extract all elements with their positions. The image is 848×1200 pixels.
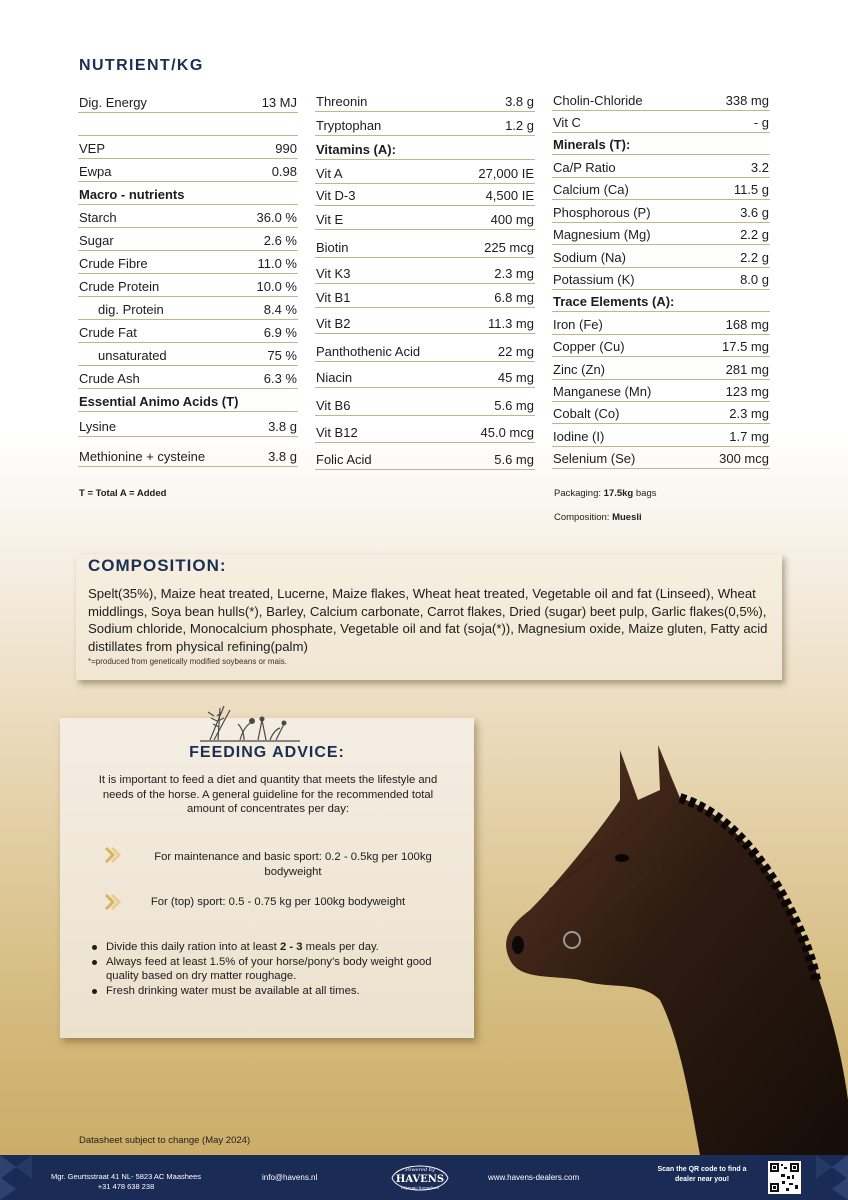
- nutrient-label: Dig. Energy: [79, 95, 147, 110]
- nutrient-label: Vit C: [553, 115, 581, 130]
- nutrient-row: [315, 86, 535, 112]
- nutrient-row: [78, 205, 298, 228]
- nutrient-row: [315, 136, 535, 160]
- composition-type: [554, 512, 642, 523]
- guideline-maintenance: For maintenance and basic sport: 0.2 - 0.5kg per 100kg bodyweight: [154, 851, 432, 878]
- nutrient-value: 36.0 %: [256, 210, 297, 225]
- nutrient-label: Calcium (Ca): [553, 182, 629, 197]
- nutrient-value: 990: [275, 141, 297, 156]
- nutrient-label: Methionine + cysteine: [79, 449, 206, 464]
- nutrient-value: 1.2 g: [505, 118, 534, 133]
- nutrient-value: 13 MJ: [261, 95, 297, 110]
- nutrient-label: Ewpa: [79, 164, 112, 179]
- nutrient-row: [78, 389, 298, 412]
- nutrient-label: Copper (Cu): [553, 339, 625, 354]
- nutrient-value: 8.0 g: [740, 272, 769, 287]
- chevron-right-icon: [104, 846, 122, 864]
- feeding-tips-list: [88, 940, 448, 998]
- nutrient-row: [315, 206, 535, 230]
- nutrient-row: [552, 200, 770, 223]
- nutrient-label: Ca/P Ratio: [553, 160, 616, 175]
- list-item: Divide this daily ration into at least 2 - 3 meals per day.: [88, 940, 448, 955]
- nutrient-row: [552, 178, 770, 200]
- nutrient-value: 2.3 mg: [729, 406, 769, 421]
- nutrient-column-2: [315, 86, 535, 470]
- nutrient-label: Magnesium (Mg): [553, 227, 651, 242]
- nutrient-row: [552, 312, 770, 335]
- nutrient-value: 5.6 mg: [494, 398, 534, 413]
- nutrient-label: Trace Elements (A):: [553, 294, 675, 309]
- nutrient-label: Cobalt (Co): [553, 406, 620, 421]
- horse-photo: [490, 740, 848, 1155]
- nutrient-value: - g: [753, 115, 769, 130]
- nutrient-row: [552, 111, 770, 133]
- nutrient-value: 11.5 g: [733, 182, 769, 197]
- composition-title: COMPOSITION:: [88, 556, 227, 575]
- nutrient-label: Vit B6: [316, 398, 351, 413]
- nutrient-row: [78, 366, 298, 389]
- page-title: NUTRIENT/KG: [79, 57, 204, 74]
- nutrient-label: Vit A: [316, 166, 343, 181]
- composition-text: Spelt(35%), Maize heat treated, Lucerne, Maize flakes, Wheat heat treated, Vegetable oil and fat (Linseed), Wheat middlings, Soya bean hulls(*), Barley, Calcium carbonate, Carrot flakes, Dried (sugar) beet pulp, Garlic flakes(0,5%), Sodium chloride, Monocalcium phosphate, Vegetable oil and fat (soja(*)), Magnesium oxide, Maize gluten, Fatty acid distillates from physical refining(palm): [88, 586, 768, 654]
- nutrient-label: Crude Ash: [79, 371, 140, 386]
- nutrient-value: 45 mg: [497, 370, 534, 385]
- nutrient-label: Iron (Fe): [553, 317, 603, 332]
- nutrient-label: Macro - nutrients: [79, 187, 185, 202]
- nutrient-label: Sodium (Na): [553, 250, 626, 265]
- nutrient-label: Crude Protein: [79, 279, 160, 294]
- nutrient-label: VEP: [79, 141, 106, 156]
- packaging-suffix: bags: [633, 488, 657, 499]
- composition-type-label: Composition:: [554, 512, 610, 523]
- nutrient-value: 3.6 g: [740, 205, 769, 220]
- nutrient-value: 45.0 mcg: [480, 425, 534, 440]
- disclaimer: Datasheet subject to change (May 2024): [79, 1135, 251, 1146]
- nutrient-value: 17.5 mg: [722, 339, 769, 354]
- nutrient-label: Panthothenic Acid: [316, 344, 421, 359]
- footer-website-link[interactable]: www.havens-dealers.com: [488, 1173, 580, 1182]
- nutrient-row: [552, 155, 770, 178]
- nutrient-row: [78, 228, 298, 251]
- svg-text:Powered by: Powered by: [405, 1167, 435, 1173]
- nutrient-value: 123 mg: [725, 384, 769, 399]
- havens-logo: [388, 1158, 452, 1198]
- nutrient-label: Sugar: [79, 233, 114, 248]
- nutrient-value: 6.3 %: [263, 371, 297, 386]
- nutrient-value: 4,500 IE: [485, 188, 534, 203]
- nutrient-row: [315, 230, 535, 258]
- nutrient-value: 6.8 mg: [494, 290, 534, 305]
- pattern-right-icon: [816, 1155, 848, 1200]
- nutrient-column-1: [78, 86, 298, 467]
- nutrient-value: 22 mg: [497, 344, 534, 359]
- nutrient-value: 6.9 %: [263, 325, 297, 340]
- qr-code-icon[interactable]: [768, 1161, 801, 1194]
- nutrient-label: Vit K3: [316, 266, 351, 281]
- chevron-right-icon: [104, 893, 122, 911]
- feeding-advice-intro: It is important to feed a diet and quantity that meets the lifestyle and needs of the horse. A general guideline for the recommended total amount of concentrates per day:: [98, 774, 438, 815]
- nutrient-label: Starch: [79, 210, 117, 225]
- nutrient-label: Tryptophan: [316, 118, 382, 133]
- nutrient-value: 11.0 %: [257, 256, 297, 271]
- packaging-info: [554, 488, 656, 499]
- nutrient-value: 338 mg: [725, 93, 769, 108]
- nutrient-value: 3.2: [750, 160, 769, 175]
- nutrient-value: 2.3 mg: [494, 266, 534, 281]
- nutrient-label: Selenium (Se): [553, 451, 636, 466]
- nutrient-value: 1.7 mg: [729, 429, 769, 444]
- nutrient-value: 0.98: [271, 164, 297, 179]
- nutrient-row: [552, 380, 770, 402]
- nutrient-label: Crude Fibre: [79, 256, 148, 271]
- nutrient-label: Vit D-3: [316, 188, 356, 203]
- nutrient-value: 168 mg: [725, 317, 769, 332]
- svg-text:Olympic horsefeed: Olympic horsefeed: [400, 1185, 440, 1190]
- nutrient-row: [78, 437, 298, 467]
- nutrient-row: [78, 159, 298, 182]
- legend: T = Total A = Added: [79, 488, 167, 499]
- packaging-label: Packaging:: [554, 488, 602, 499]
- nutrient-row: [315, 160, 535, 184]
- nutrient-label: Vit B1: [316, 290, 351, 305]
- list-item: Fresh drinking water must be available at all times.: [88, 984, 448, 999]
- nutrient-value: 75 %: [267, 348, 297, 363]
- nutrient-row: [78, 274, 298, 297]
- nutrient-row: [78, 251, 298, 274]
- nutrient-row: [552, 86, 770, 111]
- nutrient-value: 5.6 mg: [494, 452, 534, 467]
- nutrient-row: [315, 416, 535, 443]
- nutrient-row: [78, 320, 298, 343]
- guideline-top-sport: For (top) sport: 0.5 - 0.75 kg per 100kg bodyweight: [150, 896, 406, 908]
- nutrient-label: Biotin: [316, 240, 349, 255]
- nutrient-label: Cholin-Chloride: [553, 93, 643, 108]
- nutrient-row: [315, 334, 535, 362]
- nutrient-label: Essential Animo Acids (T): [79, 394, 239, 409]
- nutrient-row: [78, 113, 298, 136]
- nutrient-value: 10.0 %: [256, 279, 297, 294]
- nutrient-label: Vit B2: [316, 316, 351, 331]
- nutrient-row: [552, 268, 770, 290]
- nutrient-row: [78, 136, 298, 159]
- nutrient-value: 8.4 %: [263, 302, 297, 317]
- nutrient-label: Potassium (K): [553, 272, 635, 287]
- nutrient-column-3: [552, 86, 770, 469]
- nutrient-row: [315, 184, 535, 206]
- nutrient-value: 2.6 %: [263, 233, 297, 248]
- nutrient-label: Threonin: [316, 94, 368, 109]
- nutrient-row: [78, 182, 298, 205]
- nutrient-row: [78, 297, 298, 320]
- nutrient-row: [552, 335, 770, 357]
- composition-note: *=produced from genetically modified soybeans or mais.: [88, 657, 287, 666]
- nutrient-label: Zinc (Zn): [553, 362, 605, 377]
- nutrient-value: 400 mg: [490, 212, 534, 227]
- nutrient-label: Folic Acid: [316, 452, 372, 467]
- nutrient-row: [78, 343, 298, 366]
- nutrient-row: [552, 424, 770, 447]
- nutrient-value: 3.8 g: [268, 419, 297, 434]
- nutrient-row: [552, 133, 770, 155]
- nutrient-label: Vitamins (A):: [316, 142, 396, 157]
- nutrient-row: [552, 223, 770, 245]
- composition-type-value: Muesli: [612, 512, 642, 523]
- nutrient-row: [315, 388, 535, 416]
- footer: [0, 1155, 848, 1200]
- nutrient-label: dig. Protein: [98, 302, 164, 317]
- nutrient-value: 27,000 IE: [478, 166, 534, 181]
- nutrient-value: 281 mg: [725, 362, 769, 377]
- wheat-decoration-icon: [200, 700, 300, 744]
- nutrient-row: [552, 357, 770, 380]
- packaging-value: 17.5kg: [603, 488, 634, 499]
- nutrient-label: unsaturated: [98, 348, 167, 363]
- nutrient-label: Niacin: [316, 370, 353, 385]
- nutrient-label: Vit E: [316, 212, 344, 227]
- nutrient-label: Lysine: [79, 419, 117, 434]
- nutrient-row: [315, 362, 535, 388]
- nutrient-value: 3.8 g: [505, 94, 534, 109]
- nutrient-label: Iodine (I): [553, 429, 605, 444]
- nutrient-row: [315, 112, 535, 136]
- nutrient-row: [552, 245, 770, 268]
- nutrient-label: Crude Fat: [79, 325, 137, 340]
- feeding-advice-title: FEEDING ADVICE:: [189, 744, 345, 761]
- nutrient-value: 225 mcg: [484, 240, 534, 255]
- nutrient-row: [315, 308, 535, 334]
- nutrient-value: 300 mcg: [719, 451, 769, 466]
- nutrient-row: [552, 447, 770, 469]
- footer-qr-text: Scan the QR code to find a dealer near you!: [657, 1166, 747, 1183]
- list-item: Always feed at least 1.5% of your horse/pony's body weight good quality based on dry matter roughage.: [88, 955, 448, 984]
- pattern-left-icon: [0, 1155, 32, 1200]
- nutrient-value: 2.2 g: [740, 227, 769, 242]
- nutrient-row: [552, 290, 770, 312]
- nutrient-label: Manganese (Mn): [553, 384, 652, 399]
- nutrient-row: [315, 258, 535, 284]
- svg-text:HAVENS: HAVENS: [395, 1174, 445, 1185]
- nutrient-label: Vit B12: [316, 425, 358, 440]
- nutrient-row: [552, 402, 770, 424]
- nutrient-value: 11.3 mg: [487, 316, 534, 331]
- nutrient-value: 3.8 g: [268, 449, 297, 464]
- nutrient-label: Phosphorous (P): [553, 205, 651, 220]
- nutrient-value: 2.2 g: [740, 250, 769, 265]
- nutrient-label: Minerals (T):: [553, 137, 631, 152]
- footer-address: Mgr. Geurtsstraat 41 NL- 5823 AC Maashees +31 478 638 238: [50, 1172, 202, 1191]
- nutrient-row: [78, 412, 298, 437]
- footer-email-link[interactable]: info@havens.nl: [262, 1173, 318, 1182]
- nutrient-row: [78, 86, 298, 113]
- nutrient-row: [315, 284, 535, 308]
- nutrient-row: [315, 443, 535, 470]
